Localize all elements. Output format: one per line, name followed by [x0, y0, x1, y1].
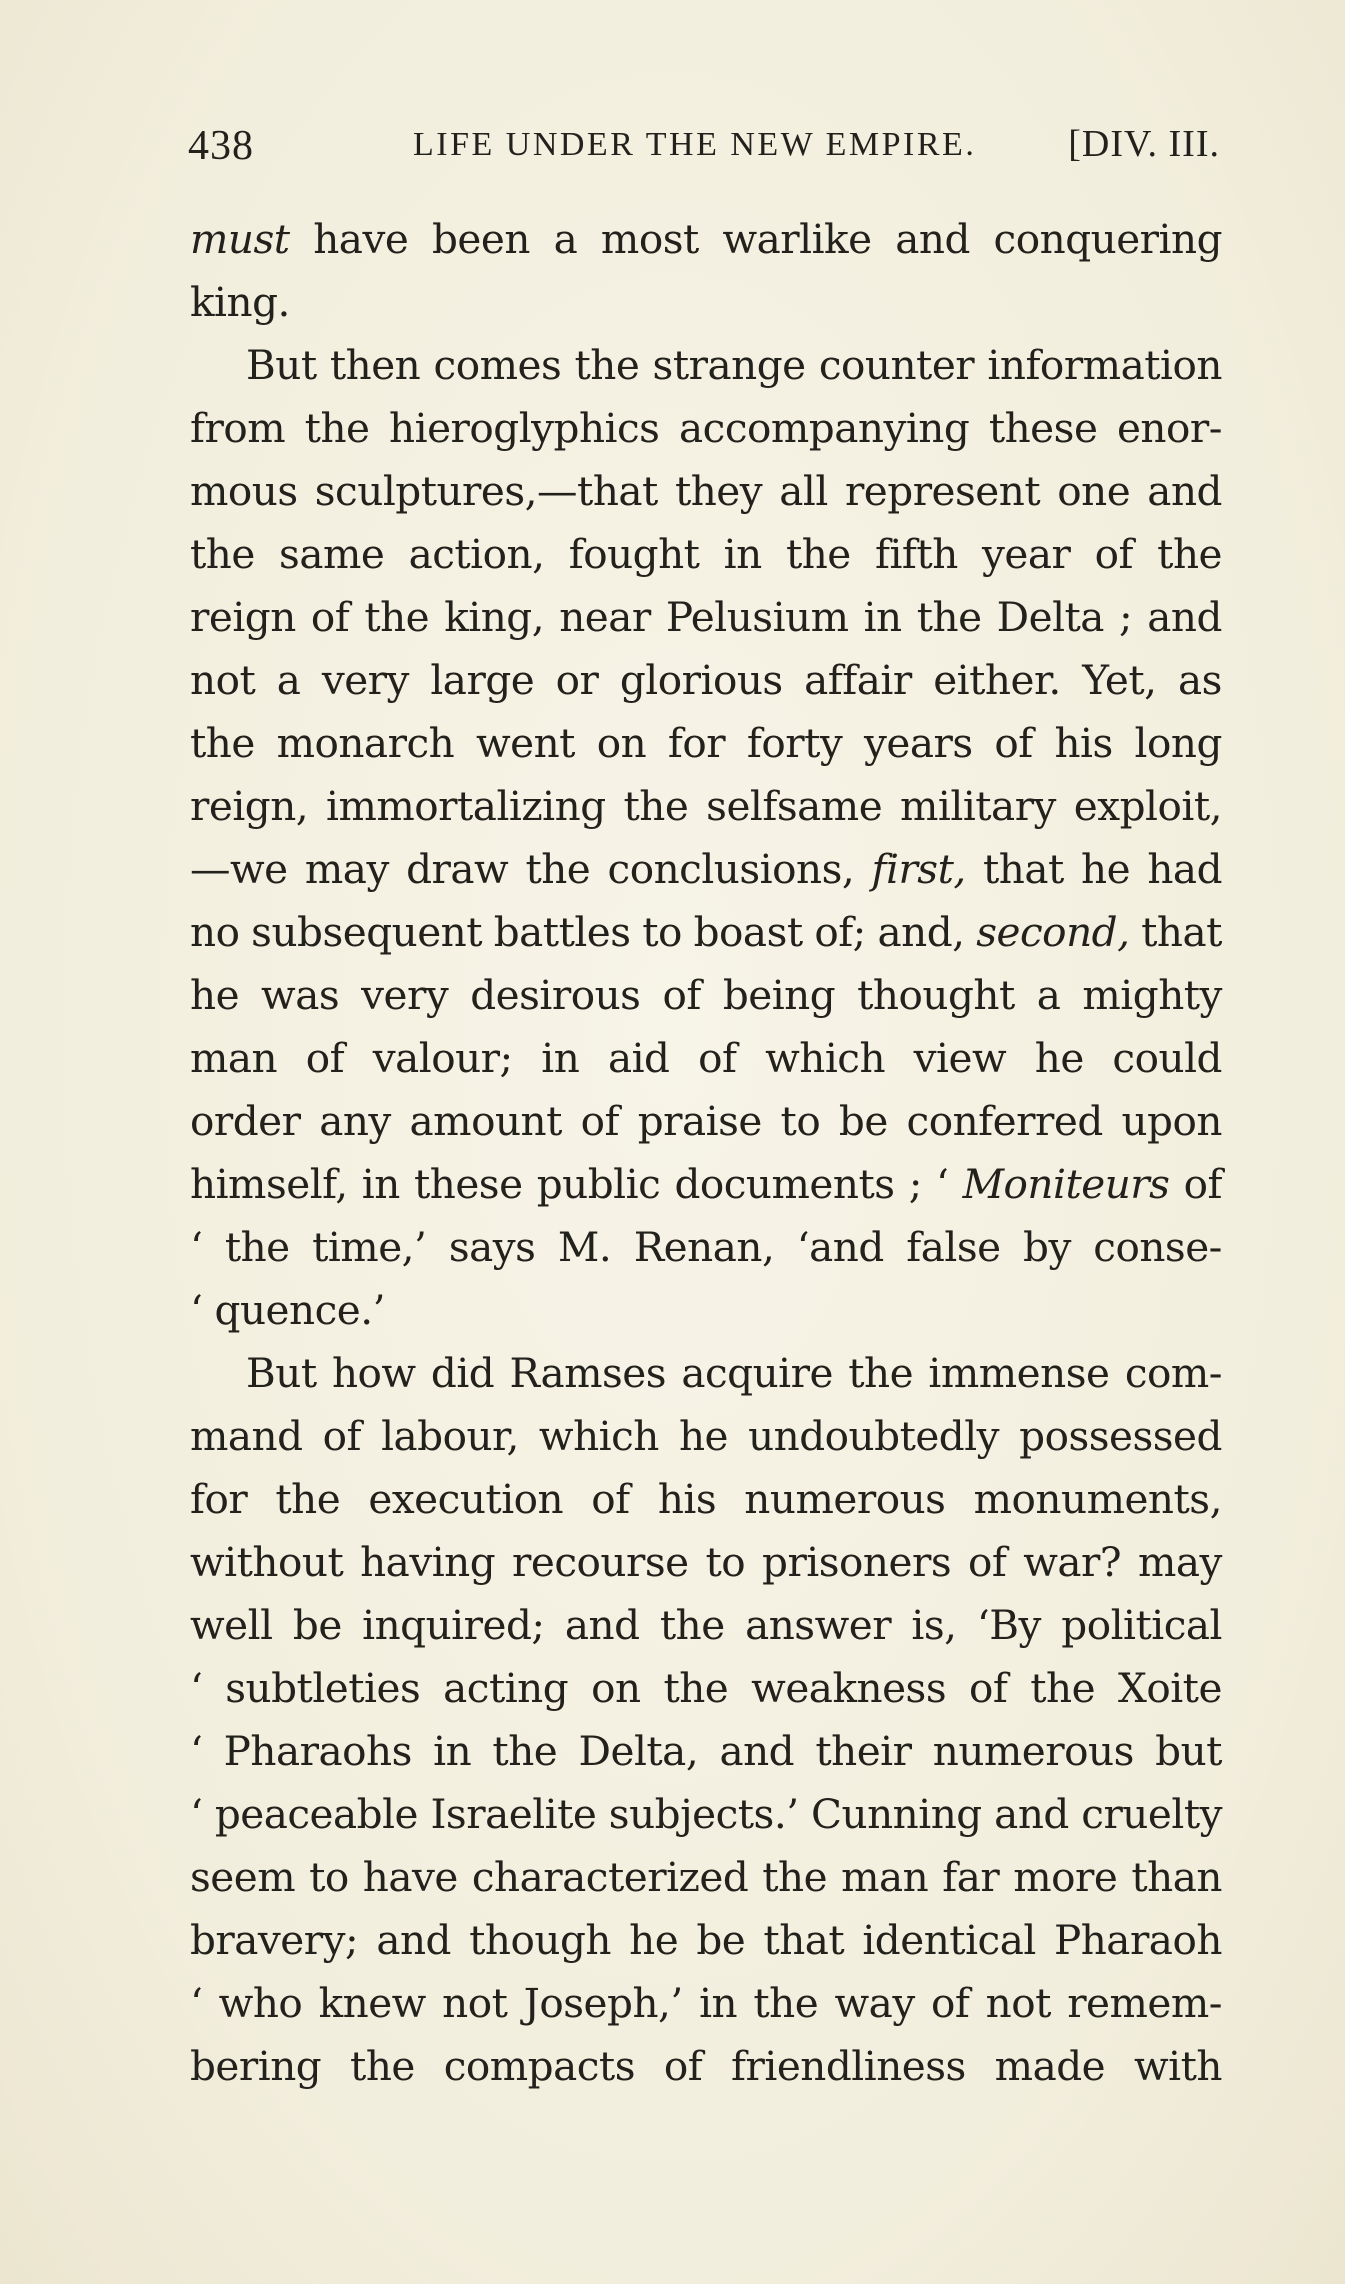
word: by	[1023, 1223, 1071, 1271]
word: on	[596, 719, 647, 767]
word: view	[913, 1034, 1007, 1082]
word: and	[719, 1727, 795, 1775]
text-line	[190, 334, 1222, 397]
word: he	[1034, 1034, 1084, 1082]
text-line	[190, 208, 1222, 271]
text-line	[190, 712, 1222, 775]
word: the	[848, 1349, 914, 1397]
word: long	[1134, 719, 1222, 767]
division-label: [DIV. III.	[1068, 123, 1220, 165]
word: exploit,	[1073, 782, 1222, 830]
word: then	[329, 341, 421, 389]
word: with	[1133, 2042, 1222, 2090]
word: any	[319, 1097, 391, 1145]
word: his	[657, 1475, 717, 1523]
word: or	[555, 656, 599, 704]
word: the	[916, 593, 982, 641]
text-line	[190, 2035, 1222, 2098]
word: order	[190, 1097, 301, 1145]
word: praise	[637, 1097, 762, 1145]
word: undoubtedly	[748, 1412, 1000, 1460]
word: the	[574, 341, 640, 389]
word: Renan,	[633, 1223, 775, 1271]
word: conferred	[906, 1097, 1103, 1145]
word: battles	[493, 908, 631, 956]
word: be	[838, 1097, 888, 1145]
word: Pelusium	[665, 593, 849, 641]
word: ‘and	[796, 1223, 884, 1271]
word: —we	[190, 845, 288, 893]
word: aid	[607, 1034, 670, 1082]
word: to	[705, 1538, 746, 1586]
word: himself,	[190, 1160, 348, 1208]
word: the	[762, 1853, 828, 1901]
word: for	[190, 1475, 248, 1523]
word: M.	[557, 1223, 612, 1271]
word: the	[190, 719, 255, 767]
text-line	[190, 271, 1222, 334]
word: desirous	[470, 971, 641, 1019]
word: man	[190, 1034, 278, 1082]
word: of	[322, 1412, 361, 1460]
word: on	[591, 1664, 641, 1712]
word: in	[863, 593, 902, 641]
word: of	[1183, 1160, 1222, 1208]
word: of	[994, 719, 1033, 767]
word: action,	[408, 530, 545, 578]
word: valour;	[372, 1034, 513, 1082]
word: mous	[190, 467, 298, 515]
word: of	[310, 593, 350, 641]
word: mand	[190, 1412, 303, 1460]
word: though	[469, 1916, 611, 1964]
word: political	[1061, 1601, 1222, 1649]
word: the	[224, 1223, 290, 1271]
word: Pharaoh	[1053, 1916, 1222, 1964]
word: far	[942, 1853, 1000, 1901]
word: documents	[674, 1160, 895, 1208]
word: of	[580, 1097, 619, 1145]
word: years	[863, 719, 973, 767]
word: one	[1057, 467, 1131, 515]
word: these	[988, 404, 1098, 452]
word: com-	[1124, 1349, 1222, 1397]
word: conse-	[1093, 1223, 1222, 1271]
word: accompanying	[679, 404, 970, 452]
word: Joseph,’	[523, 1979, 683, 2027]
word: king.	[190, 278, 290, 326]
word: ‘	[190, 1790, 203, 1838]
word: information	[987, 341, 1222, 389]
text-line	[190, 1531, 1222, 1594]
word: all	[779, 467, 828, 515]
word: as	[1178, 656, 1222, 704]
word: of	[967, 1538, 1007, 1586]
word: the	[785, 530, 851, 578]
word: of	[931, 1979, 970, 2027]
word: which	[765, 1034, 886, 1082]
word: to	[309, 1853, 349, 1901]
word: compacts	[443, 2042, 635, 2090]
word: without	[190, 1538, 344, 1586]
word: made	[994, 2042, 1106, 2090]
word: the	[753, 1979, 819, 2027]
word: a	[553, 215, 578, 263]
word: second,	[976, 908, 1130, 956]
word: large	[430, 656, 535, 704]
word: inquired;	[362, 1601, 545, 1649]
word: Cunning	[811, 1790, 982, 1838]
text-line	[190, 1405, 1222, 1468]
text-line	[190, 1027, 1222, 1090]
word: ;	[1119, 593, 1133, 641]
word: selfsame	[706, 782, 883, 830]
word: in	[361, 1160, 400, 1208]
word: draw	[406, 845, 509, 893]
word: of	[591, 1475, 630, 1523]
word: monuments,	[973, 1475, 1222, 1523]
word: and	[376, 1916, 451, 1964]
word: and	[564, 1601, 640, 1649]
word: they	[674, 467, 763, 515]
word: to	[642, 908, 682, 956]
text-line	[190, 1153, 1222, 1216]
word: comes	[433, 341, 562, 389]
word: near	[559, 593, 651, 641]
word: says	[448, 1223, 536, 1271]
running-head	[188, 110, 1220, 170]
word: immense	[928, 1349, 1110, 1397]
text-line	[190, 1846, 1222, 1909]
word: may	[1137, 1538, 1222, 1586]
word: very	[361, 971, 449, 1019]
word: counter	[818, 341, 975, 389]
word: most	[600, 215, 699, 263]
word: he	[1081, 845, 1131, 893]
word: ‘By	[976, 1601, 1041, 1649]
text-line	[190, 1090, 1222, 1153]
word: affair	[804, 656, 912, 704]
word: of	[1094, 530, 1133, 578]
word: reign,	[190, 782, 309, 830]
word: that	[983, 845, 1064, 893]
page-number: 438	[188, 123, 254, 169]
word: and	[1147, 467, 1222, 515]
word: recourse	[512, 1538, 689, 1586]
word: their	[815, 1727, 912, 1775]
word: be	[696, 1916, 746, 1964]
word: a	[1036, 971, 1061, 1019]
word: ‘	[936, 1160, 949, 1208]
word: being	[722, 971, 836, 1019]
word: mighty	[1082, 971, 1222, 1019]
text-line	[190, 649, 1222, 712]
word: enor-	[1116, 404, 1222, 452]
word: time,’	[312, 1223, 427, 1271]
word: bravery;	[190, 1916, 359, 1964]
word: fifth	[874, 530, 958, 578]
word: the	[659, 1601, 725, 1649]
word: have	[362, 1853, 458, 1901]
word: to	[780, 1097, 821, 1145]
word: acting	[443, 1664, 569, 1712]
word: and	[1147, 593, 1222, 641]
text-line	[190, 1594, 1222, 1657]
word: numerous	[932, 1727, 1134, 1775]
word: may	[304, 845, 389, 893]
word: king,	[444, 593, 545, 641]
word: ‘	[190, 1979, 203, 2027]
word: hieroglyphics	[389, 404, 660, 452]
word: first,	[871, 845, 966, 893]
word: ‘	[190, 1286, 203, 1334]
text-line	[190, 460, 1222, 523]
word: peaceable	[214, 1790, 418, 1838]
word: ‘	[190, 1664, 203, 1712]
word: fought	[568, 530, 700, 578]
word: way	[834, 1979, 915, 2027]
text-line	[190, 1342, 1222, 1405]
word: the	[304, 404, 370, 452]
word: the	[1157, 530, 1222, 578]
word: no	[190, 908, 240, 956]
word: not	[190, 656, 256, 704]
word: knew	[318, 1979, 426, 2027]
text-line	[190, 1657, 1222, 1720]
text-line	[190, 397, 1222, 460]
word: the	[350, 2042, 415, 2090]
word: in	[699, 1979, 738, 2027]
word: glorious	[619, 656, 783, 704]
text-line	[190, 775, 1222, 838]
word: from	[190, 404, 286, 452]
word: more	[1013, 1853, 1118, 1901]
word: but	[1155, 1727, 1222, 1775]
text-line	[190, 1216, 1222, 1279]
word: sculptures,—that	[314, 467, 658, 515]
word: he	[629, 1916, 679, 1964]
word: and,	[877, 908, 965, 956]
word: that	[1141, 908, 1222, 956]
word: conquering	[993, 215, 1222, 263]
word: acquire	[681, 1349, 833, 1397]
word: be	[292, 1601, 342, 1649]
word: the	[1030, 1664, 1096, 1712]
word: forty	[746, 719, 843, 767]
word: military	[900, 782, 1056, 830]
word: reign	[190, 593, 296, 641]
text-line	[190, 523, 1222, 586]
word: thought	[857, 971, 1015, 1019]
word: and	[994, 1790, 1069, 1838]
word: possessed	[1019, 1412, 1222, 1460]
word: for	[667, 719, 726, 767]
word: the	[190, 530, 255, 578]
word: subsequent	[251, 908, 483, 956]
body-text	[190, 208, 1222, 2098]
word: either.	[933, 656, 1061, 704]
word: was	[261, 971, 340, 1019]
word: of	[698, 1034, 737, 1082]
word: who	[218, 1979, 303, 2027]
word: not	[442, 1979, 508, 2027]
word: the	[663, 1664, 729, 1712]
word: in	[723, 530, 762, 578]
word: Moniteurs	[962, 1160, 1170, 1208]
word: Israelite	[430, 1790, 597, 1838]
word: year	[982, 530, 1071, 578]
word: represent	[844, 467, 1041, 515]
word: of	[663, 2042, 703, 2090]
word: numerous	[744, 1475, 946, 1523]
word: the	[623, 782, 689, 830]
word: had	[1147, 845, 1222, 893]
word: his	[1054, 719, 1113, 767]
word: subjects.’	[608, 1790, 799, 1838]
word: could	[1112, 1034, 1222, 1082]
word: friendliness	[731, 2042, 966, 2090]
word: labour,	[381, 1412, 519, 1460]
text-line	[190, 1279, 1222, 1342]
word: warlike	[722, 215, 872, 263]
word: immortalizing	[326, 782, 606, 830]
word: war?	[1023, 1538, 1122, 1586]
word: the	[275, 1475, 341, 1523]
word: ‘	[190, 1727, 203, 1775]
word: But	[246, 341, 317, 389]
text-line	[190, 1720, 1222, 1783]
word: these	[413, 1160, 523, 1208]
word: conclusions,	[607, 845, 855, 893]
text-line	[190, 1468, 1222, 1531]
word: went	[475, 719, 575, 767]
word: characterized	[471, 1853, 749, 1901]
word: Yet,	[1082, 656, 1157, 704]
word: prisoners	[762, 1538, 952, 1586]
word: how	[331, 1349, 416, 1397]
word: strange	[652, 341, 806, 389]
word: subtleties	[225, 1664, 421, 1712]
word: did	[430, 1349, 495, 1397]
word: the	[364, 593, 430, 641]
word: very	[321, 656, 409, 704]
text-line	[190, 1909, 1222, 1972]
word: Ramses	[509, 1349, 667, 1397]
chapter-title: LIFE UNDER THE NEW EMPIRE.	[413, 126, 977, 163]
word: upon	[1121, 1097, 1222, 1145]
text-line	[190, 901, 1222, 964]
word: of	[305, 1034, 345, 1082]
word: in	[541, 1034, 580, 1082]
word: monarch	[276, 719, 455, 767]
word: Xoite	[1118, 1664, 1222, 1712]
word: Delta,	[578, 1727, 699, 1775]
word: he	[678, 1412, 729, 1460]
word: Delta	[996, 593, 1104, 641]
word: Pharaohs	[223, 1727, 412, 1775]
word: cruelty	[1081, 1790, 1222, 1838]
word: boast	[693, 908, 803, 956]
text-line	[190, 586, 1222, 649]
word: man	[841, 1853, 929, 1901]
word: in	[433, 1727, 472, 1775]
word: having	[360, 1538, 496, 1586]
word: quence.’	[214, 1286, 385, 1334]
word: weakness	[751, 1664, 947, 1712]
text-line	[190, 1783, 1222, 1846]
word: bering	[190, 2042, 322, 2090]
word: than	[1131, 1853, 1222, 1901]
word: But	[246, 1349, 317, 1397]
word: that	[763, 1916, 845, 1964]
word: not	[985, 1979, 1051, 2027]
text-line	[190, 964, 1222, 1027]
word: of	[662, 971, 701, 1019]
word: a	[276, 656, 301, 704]
word: he	[190, 971, 240, 1019]
word: amount	[409, 1097, 562, 1145]
word: of;	[814, 908, 866, 956]
word: is,	[911, 1601, 957, 1649]
word: remem-	[1067, 1979, 1222, 2027]
word: answer	[745, 1601, 892, 1649]
word: public	[536, 1160, 661, 1208]
word: false	[906, 1223, 1001, 1271]
text-line	[190, 1972, 1222, 2035]
word: the	[525, 845, 591, 893]
word: and	[895, 215, 970, 263]
word: ;	[908, 1160, 922, 1208]
word: well	[190, 1601, 273, 1649]
word: been	[431, 215, 530, 263]
word: have	[313, 215, 409, 263]
word: seem	[190, 1853, 296, 1901]
word: of	[969, 1664, 1008, 1712]
word: the	[492, 1727, 558, 1775]
word: execution	[368, 1475, 564, 1523]
text-line	[190, 838, 1222, 901]
word: which	[538, 1412, 659, 1460]
word: ‘	[190, 1223, 203, 1271]
word: same	[279, 530, 385, 578]
word: identical	[862, 1916, 1036, 1964]
word: must	[190, 215, 290, 263]
